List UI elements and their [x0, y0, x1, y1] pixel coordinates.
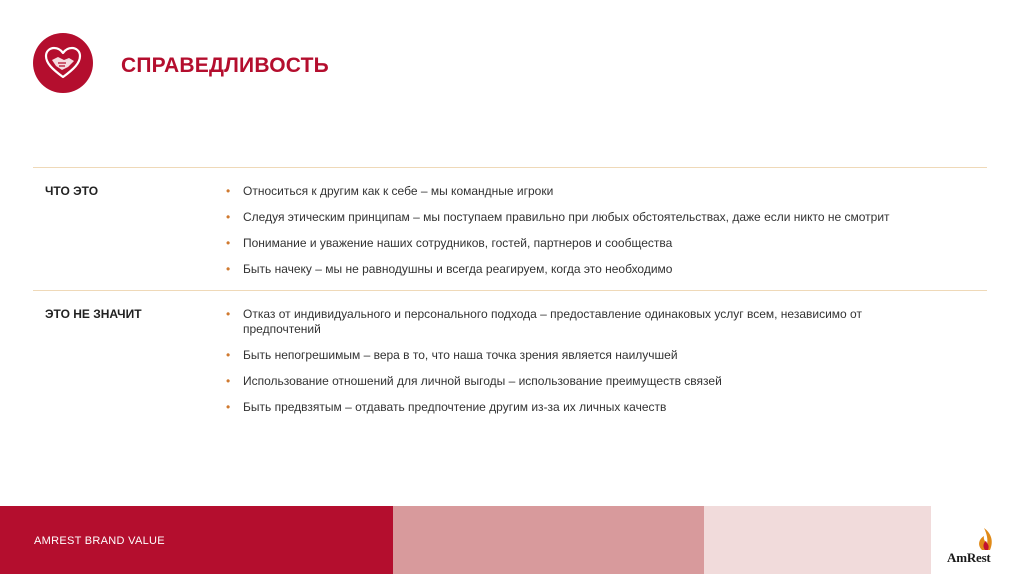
- list-item-text: Использование отношений для личной выгоды – использование преимуществ связей: [243, 374, 722, 388]
- page-title: СПРАВЕДЛИВОСТЬ: [121, 54, 329, 77]
- list-item-text: Быть начеку – мы не равнодушны и всегда реагируем, когда это необходимо: [243, 262, 673, 276]
- list-item: [226, 262, 926, 277]
- bullet-icon: •: [226, 262, 231, 276]
- footer-band-light: [704, 506, 931, 574]
- bullet-icon: •: [226, 184, 231, 198]
- list-item: [226, 374, 926, 389]
- list-does-not-mean: [226, 307, 926, 426]
- list-item: [226, 307, 926, 337]
- bullet-icon: •: [226, 210, 231, 224]
- list-item-text: Понимание и уважение наших сотрудников, гостей, партнеров и сообщества: [243, 236, 673, 250]
- section-label-does-not-mean: ЭТО НЕ ЗНАЧИТ: [45, 307, 142, 321]
- list-what-it-is: [226, 184, 926, 288]
- list-item-text: Следуя этическим принципам – мы поступаем правильно при любых обстоятельствах, даже если никто не смотрит: [243, 210, 890, 224]
- footer-band-pink: [393, 506, 704, 574]
- bullet-icon: •: [226, 400, 231, 414]
- bullet-icon: •: [226, 348, 231, 362]
- bullet-icon: •: [226, 307, 231, 321]
- list-item: [226, 210, 926, 225]
- divider-middle: [33, 290, 987, 291]
- list-item-text: Отказ от индивидуального и персонального подхода – предоставление одинаковых услуг всем, независимо от предпочтений: [243, 307, 862, 336]
- section-label-what-it-is: ЧТО ЭТО: [45, 184, 99, 198]
- footer-caption: AMREST BRAND VALUE: [34, 535, 165, 547]
- list-item: [226, 184, 926, 199]
- amrest-logo: [944, 526, 1014, 572]
- bullet-icon: •: [226, 236, 231, 250]
- heart-handshake-icon: [33, 33, 93, 93]
- list-item: [226, 400, 926, 415]
- divider-top: [33, 167, 987, 168]
- footer: [0, 506, 1024, 574]
- list-item-text: Относиться к другим как к себе – мы командные игроки: [243, 184, 554, 198]
- list-item: [226, 348, 926, 363]
- list-item-text: Быть предвзятым – отдавать предпочтение другим из-за их личных качеств: [243, 400, 667, 414]
- brand-wordmark: AmRest: [947, 550, 991, 565]
- flame-icon: [944, 526, 1014, 552]
- bullet-icon: •: [226, 374, 231, 388]
- list-item-text: Быть непогрешимым – вера в то, что наша точка зрения является наилучшей: [243, 348, 678, 362]
- list-item: [226, 236, 926, 251]
